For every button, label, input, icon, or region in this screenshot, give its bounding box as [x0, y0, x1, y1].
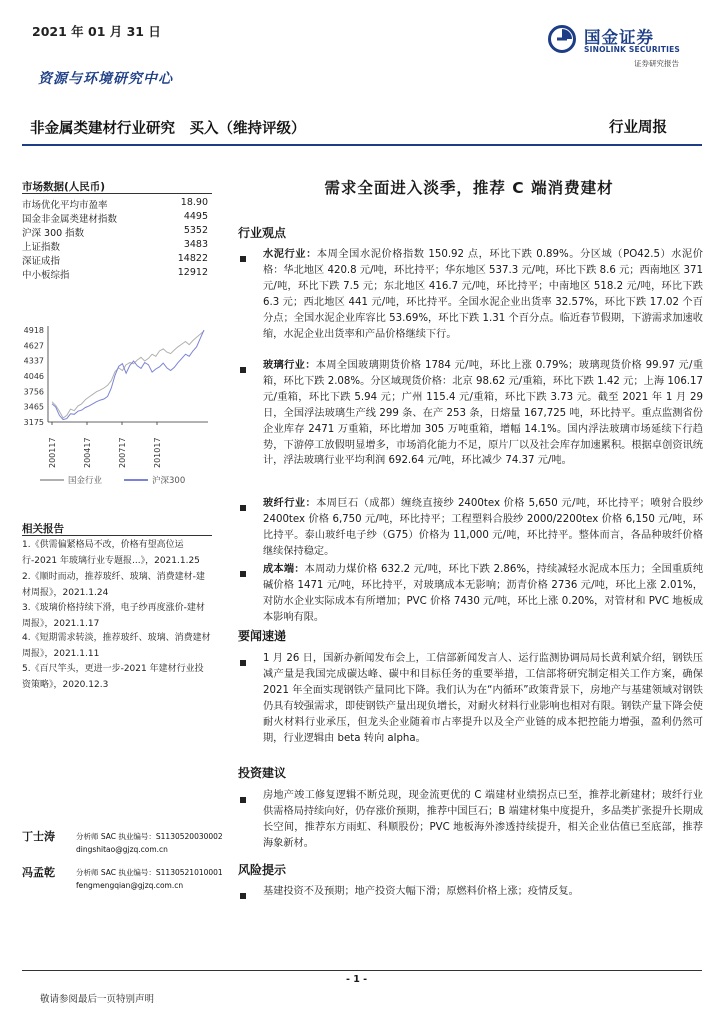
market-data-divider: [22, 193, 212, 194]
fiber-body: 本周巨石（成都）缠绕直接纱 2400tex 价格 5,650 元/吨，环比持平；喷射合股纱 2400tex 价格 6,750 元/吨，环比持平；工程塑料合股纱 2000/2200tex 价格 6,150 元/吨，环比持平。泰山玻纤电子纱（G75）价格为 11,000 元/吨，环比持平。整体而言，各品种玻纤价格继续保持稳定。: [263, 498, 704, 557]
related-reports-divider: [22, 535, 212, 536]
chart-legend: [40, 474, 210, 488]
sinolink-logo-icon: [548, 25, 576, 53]
bullet-icon: [240, 893, 246, 899]
x-tick-label: 200717: [118, 437, 127, 468]
disclaimer: 敬请参阅最后一页特别声明: [40, 994, 155, 1005]
analyst-cert: 分析师 SAC 执业编号：S1130521010001: [76, 868, 223, 877]
legend-swatch-icon: [40, 479, 64, 481]
legend-item-industry: [40, 474, 102, 486]
bullet-icon: [240, 660, 246, 666]
fiber-paragraph: [263, 496, 703, 560]
glass-paragraph: [263, 358, 703, 469]
section-title-risk: 风险提示: [238, 863, 287, 877]
bullet-icon: [240, 505, 246, 511]
research-center: 资源与环境研究中心: [38, 71, 173, 87]
analyst-name: 丁士涛: [22, 830, 55, 843]
cement-paragraph: [263, 247, 703, 342]
related-report-item[interactable]: 2.《顺时而动，推荐玻纤、玻璃、消费建材-建材周报》，2021.1.24: [22, 572, 205, 598]
glass-body: 本周全国玻璃期货价格 1784 元/吨，环比上涨 0.79%；玻璃现货价格 99.97 元/重箱，环比下跌 2.08%。分区域现货价格：北京 98.62 元/重箱，环比下跌 1.42 元；上海 106.17 元/重箱，环比下跌 5.94 元；广州 115.4 元/重箱，环比下跌 3.73 元。截至 2021 年 1 月 29 日，全国浮法玻璃生产线 299 条、在产 253 条，日熔量 167,725 吨，环比持平。重点监测省份企业库存 2471 万重箱，环比增加 305 万吨重箱，增幅 14.1%。国内浮法玻璃市场延续下行趋势，下游停工放假明显增多，市场消化能力不足，原片厂以及社会库存加速累积。根据卓创资讯统计，浮法玻璃行业平均利润 692.64 元/吨，环比减少 74.37 元/吨。: [263, 360, 704, 467]
related-report-item[interactable]: 4.《短期需求转淡，推荐玻纤、玻璃、消费建材周报》，2021.1.11: [22, 633, 211, 659]
section-title-news: 要闻速递: [238, 629, 287, 643]
footer-divider: [22, 970, 702, 971]
y-tick-label: 4627: [23, 341, 44, 351]
related-report-item[interactable]: 3.《玻璃价格持续下滑，电子纱再度涨价-建材周报》，2021.1.17: [22, 603, 205, 629]
legend-label: 国金行业: [68, 476, 103, 486]
legend-swatch-icon: [124, 479, 148, 481]
y-tick-label: 4918: [23, 326, 44, 335]
y-tick-label: 3756: [23, 387, 44, 397]
market-data-value: 12912: [177, 267, 208, 278]
glass-label: 玻璃行业：: [263, 360, 316, 371]
market-data-row: [22, 197, 208, 211]
market-data-value: 5352: [183, 225, 208, 236]
market-data-label: 国金非金属类建材指数: [22, 214, 118, 225]
market-data-label: 沪深 300 指数: [22, 228, 85, 239]
brand-subtitle: 证券研究报告: [634, 59, 679, 68]
analyst-email[interactable]: dingshitao@gjzq.com.cn: [76, 845, 168, 854]
brand-name-cn: 国金证券: [584, 28, 654, 47]
x-tick-label: 200117: [48, 437, 57, 468]
main-title: 需求全面进入淡季，推荐 C 端消费建材: [324, 179, 614, 197]
market-data-row: [22, 239, 208, 253]
x-tick-label: 201017: [153, 437, 162, 468]
x-tick-label: 200417: [83, 437, 92, 468]
cost-label: 成本端：: [263, 564, 305, 575]
market-data-value: 4495: [183, 211, 208, 222]
market-data-row: [22, 225, 208, 239]
analyst-name: 冯孟乾: [22, 866, 55, 879]
market-data-row: [22, 253, 208, 267]
y-tick-label: 3465: [23, 402, 44, 412]
market-data-label: 上证指数: [22, 242, 61, 253]
report-type: 行业周报: [609, 120, 667, 136]
risk-paragraph: 基建投资不及预期；地产投资大幅下滑；原燃料价格上涨；疫情反复。: [263, 886, 579, 897]
related-report-item[interactable]: 5.《百尺竿头，更进一步-2021 年建材行业投资策略》，2020.12.3: [22, 664, 204, 690]
section-title-views: 行业观点: [238, 226, 287, 240]
related-report-item[interactable]: 1.《供需偏紧格局不改，价格有望高位运行-2021 年玻璃行业专题报...》，2021.1.25: [22, 540, 200, 566]
market-data-value: 3483: [183, 239, 208, 250]
market-data-row: [22, 211, 208, 225]
cement-label: 水泥行业：: [263, 249, 317, 260]
related-reports-title: 相关报告: [22, 523, 64, 535]
cement-body: 本周全国水泥价格指数 150.92 点，环比下跌 0.89%。分区域（PO42.5）水泥价格：华北地区 420.8 元/吨，环比持平；华东地区 537.3 元/吨，环比下跌 8.6 元；西南地区 371 元/吨，环比下跌 7.5 元；东北地区 416.7 元/吨，环比持平；中南地区 518.2 元/吨，环比下跌 6.3 元；西北地区 441 元/吨，环比持平。全国水泥企业出货率 32.57%，环比下跌 17.02 个百分点；全国水泥企业库容比 53.69%，环比下跌 1.31 个百分点。临近春节假期，下游需求加速收缩，水泥企业出货率和产品价格继续下行。: [263, 249, 703, 340]
analyst-cert: 分析师 SAC 执业编号：S1130520030002: [76, 832, 223, 841]
legend-label: 沪深300: [152, 476, 186, 486]
bullet-icon: [240, 256, 246, 262]
legend-item-hs300: [124, 474, 185, 486]
market-data-label: 深证成指: [22, 256, 61, 267]
y-tick-label: 4046: [23, 372, 44, 382]
page-number: - 1 -: [346, 974, 368, 985]
market-data-label: 中小板综指: [22, 270, 70, 281]
cost-paragraph: [263, 562, 703, 626]
bullet-icon: [240, 367, 246, 373]
news-paragraph: 1 月 26 日，国新办新闻发布会上，工信部新闻发言人、运行监测协调局局长黄利斌介绍，钢铁压减产量是我国完成碳达峰、碳中和目标任务的重要举措，工信部将研究制定相关工作方案，确保 2021 年全面实现钢铁产量同比下降。我们认为在“内循环”政策背景下，房地产与基建领域对钢铁仍具有较强需求，即使钢铁产量出现负增长，对耐火材料行业影响也相对有限。钢铁产量下降会使耐火材料行业承压，但龙头企业随着市占率提升以及全产业链的成本把控能力增强，盈利仍然可期，行业逻辑由 beta 转向 alpha。: [263, 653, 703, 744]
report-date: 2021 年 01 月 31 日: [32, 24, 161, 39]
bullet-icon: [240, 571, 246, 577]
cost-body: 本周动力煤价格 632.2 元/吨，环比下跌 2.86%，持续减轻水泥成本压力；全国重质纯碱价格 1471 元/吨，环比持平，对玻璃成本无影响；沥青价格 2736 元/吨，环比上涨 2.01%，对防水企业实际成本有所增加；PVC 价格 7430 元/吨，环比上涨 0.20%，对管材和 PVC 地板成本影响有限。: [263, 564, 704, 623]
section-title-invest: 投资建议: [238, 766, 287, 780]
series-line-hs300: [52, 330, 204, 420]
market-data-label: 市场优化平均市盈率: [22, 200, 108, 211]
header-divider: [22, 144, 702, 146]
fiber-label: 玻纤行业：: [263, 498, 317, 509]
brand-name-en: SINOLINK SECURITIES: [584, 45, 681, 54]
report-topic: 非金属类建材行业研究 买入（维持评级）: [30, 121, 306, 137]
market-data-row: [22, 267, 208, 281]
index-line-chart: [20, 318, 212, 478]
y-tick-label: 4337: [23, 356, 44, 366]
y-tick-label: 3175: [23, 418, 44, 427]
series-line-industry: [52, 331, 204, 418]
analyst-email[interactable]: fengmengqian@gjzq.com.cn: [76, 881, 184, 890]
market-data-title: 市场数据(人民币): [22, 181, 106, 193]
market-data-value: 18.90: [180, 197, 208, 208]
bullet-icon: [240, 797, 246, 803]
market-data-value: 14822: [177, 253, 208, 264]
invest-paragraph: 房地产竣工修复逻辑不断兑现，现金流更优的 C 端建材业绩拐点已至，推荐北新建材；玻纤行业供需格局持续向好，仍存涨价预期，推荐中国巨石；B 端建材集中度提升，多品类扩张提升长期成长空间，推荐东方雨虹、科顺股份；PVC 地板海外渗透持续提升，相关企业估值已至底部，推荐海象新材。: [263, 790, 703, 849]
